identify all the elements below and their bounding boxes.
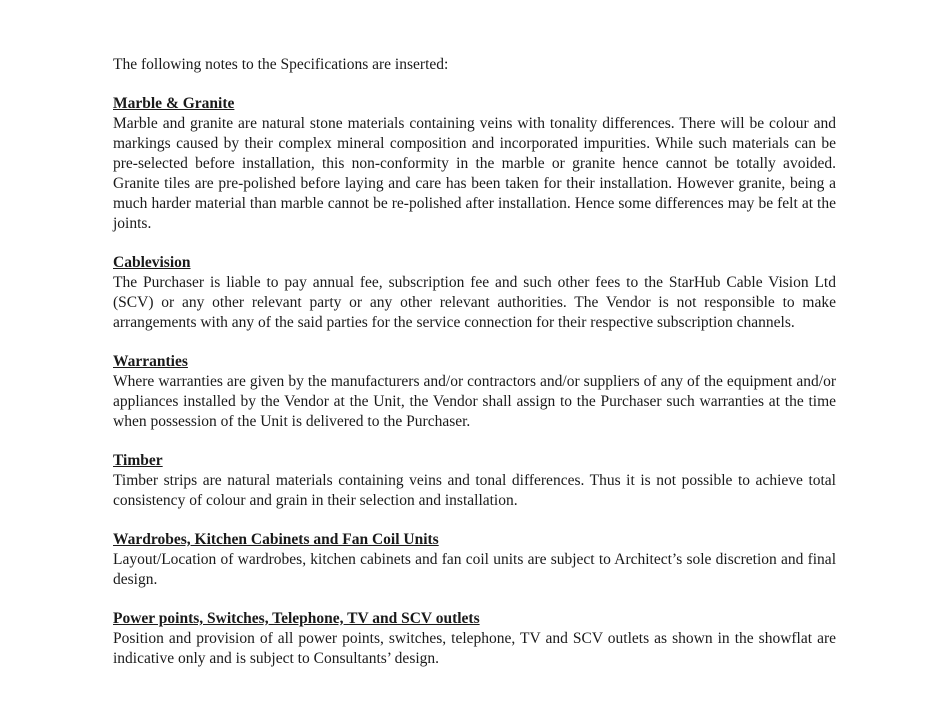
section-warranties (113, 352, 836, 432)
section-body: The Purchaser is liable to pay annual fee, subscription fee and such other fees to the StarHub Cable Vision Ltd (SCV) or any other relevant party or any other relevant authorities. The Vendor is not responsible to make arrangements with any of the said parties for the service connection for their respective subscription channels. (113, 274, 836, 331)
section-power-points (113, 609, 836, 669)
intro-text: The following notes to the Specifications are inserted: (113, 56, 449, 73)
section-timber (113, 451, 836, 511)
section-body: Position and provision of all power points, switches, telephone, TV and SCV outlets as shown in the showflat are indicative only and is subject to Consultants’ design. (113, 630, 836, 667)
section-heading: Wardrobes, Kitchen Cabinets and Fan Coil Units (113, 531, 439, 548)
section-body: Timber strips are natural materials containing veins and tonal differences. Thus it is not possible to achieve total consistency of colour and grain in their selection and installation. (113, 472, 836, 509)
section-heading: Warranties (113, 353, 188, 370)
section-heading: Timber (113, 452, 163, 469)
section-heading: Marble & Granite (113, 95, 235, 112)
section-body: Where warranties are given by the manufacturers and/or contractors and/or suppliers of any of the equipment and/or appliances installed by the Vendor at the Unit, the Vendor shall assign to the Purchaser such warranties at the time when possession of the Unit is delivered to the Purchaser. (113, 373, 836, 430)
section-heading: Cablevision (113, 254, 191, 271)
section-body: Layout/Location of wardrobes, kitchen cabinets and fan coil units are subject to Architect’s sole discretion and final design. (113, 551, 836, 588)
section-wardrobes (113, 530, 836, 590)
section-body: Marble and granite are natural stone materials containing veins with tonality differences. There will be colour and markings caused by their complex mineral composition and incorporated impurities. While such materials can be pre-selected before installation, this non-conformity in the marble or granite hence cannot be totally avoided. Granite tiles are pre-polished before laying and care has been taken for their installation. However granite, being a much harder material than marble cannot be re-polished after installation. Hence some differences may be felt at the joints. (113, 115, 836, 232)
document-page (113, 55, 836, 688)
section-heading: Power points, Switches, Telephone, TV and SCV outlets (113, 610, 480, 627)
section-cablevision (113, 253, 836, 333)
section-marble-granite (113, 94, 836, 234)
